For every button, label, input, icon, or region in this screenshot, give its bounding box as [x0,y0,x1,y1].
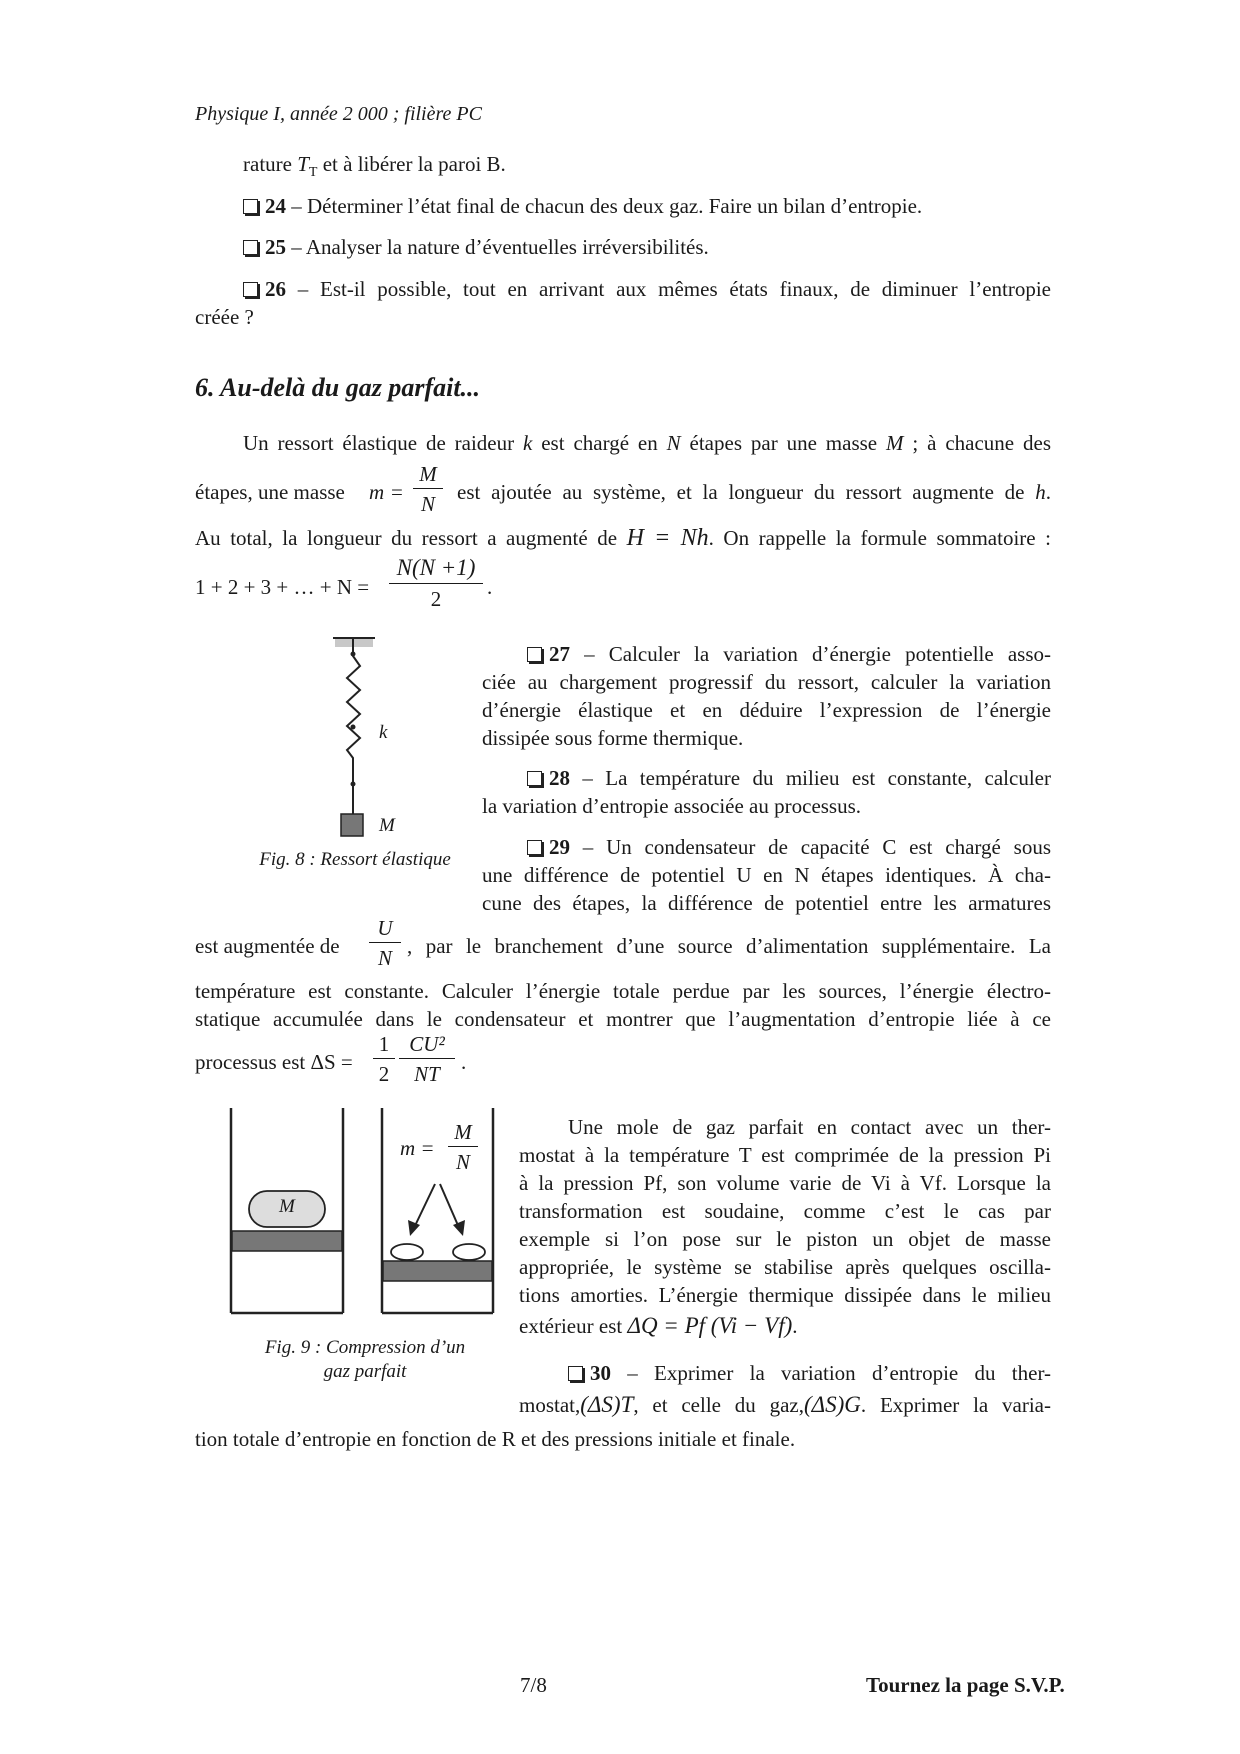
arrow-right [440,1184,460,1230]
question-25: 25 – Analyser la nature d’éventuelles irréversibilités. [243,233,709,261]
gas-line4: transformation est soudaine, comme c’est le cas par [519,1199,1051,1223]
turn-page-note: Tournez la page S.V.P. [866,1673,1065,1697]
checkbox-icon [527,771,542,786]
question-27-line1: 27 – Calculer la variation d’énergie potentielle asso- [527,640,1051,668]
fig9-mass-label: M [279,1196,295,1217]
gas-line3: à la pression Pf, son volume varie de Vi à Vf. Lorsque la [519,1171,1051,1195]
question-30-line3: tion totale d’entropie en fonction de R et des pressions initiale et finale. [195,1427,796,1451]
checkbox-icon [243,282,258,297]
entropy-formula: processus est ΔS = 1 2 CU² NT . [195,1032,467,1086]
fig9-caption-line1: Fig. 9 : Compression d’un [264,1337,466,1358]
fraction-m-over-n: M N [413,460,443,519]
checkbox-icon [568,1366,583,1381]
small-mass-right [453,1244,485,1260]
intro-line2: étapes, une masse m = M N est ajoutée au système, et la longueur du ressort augmente de h. [195,460,1051,524]
question-29-line5: température est constante. Calculer l’énergie totale perdue par les sources, l’énergie électro- [195,979,1051,1003]
intro-line3: Au total, la longueur du ressort a augmenté de H = Nh. On rappelle la formule sommatoire : [195,525,1051,551]
section-title: 6. Au-delà du gaz parfait... [195,373,481,402]
question-30-line1: 30 – Exprimer la variation d’entropie du ther- [568,1359,1051,1387]
gas-line6: appropriée, le système se stabilise après quelques oscilla- [519,1255,1051,1279]
fig8-caption: Fig. 8 : Ressort élastique [259,849,451,870]
page-header: Physique I, année 2 000 ; filière PC [195,103,482,125]
intro-line1: Un ressort élastique de raideur k est chargé en N étapes par une masse M ; à chacune des [243,431,1051,455]
question-29-line6: statique accumulée dans le condensateur et montrer que l’augmentation d’entropie liée à ce [195,1007,1051,1031]
mass-block [341,814,363,836]
spring-figure [300,630,420,845]
right-piston [383,1261,492,1281]
small-mass-left [391,1244,423,1260]
question-29-line4: est augmentée de U N , par le branchement d’une source d’alimentation supplémentaire. La [195,916,1051,970]
mass-label: M [379,815,395,836]
checkbox-icon [527,647,542,662]
gas-line7: tions amorties. L’énergie thermique dissipée dans le milieu [519,1283,1051,1307]
question-29-line1: 29 – Un condensateur de capacité C est chargé sous [527,833,1051,861]
gas-line1: Une mole de gaz parfait en contact avec un ther- [568,1115,1051,1139]
question-30-line2: mostat,(ΔS)T, et celle du gaz,(ΔS)G. Exprimer la varia- [519,1392,1051,1417]
gas-line5: exemple si l’on pose sur le piston un objet de masse [519,1227,1051,1251]
question-26-line1: 26 – Est-il possible, tout en arrivant aux mêmes états finaux, de diminuer l’entropie [243,275,1051,303]
gas-line2: mostat à la température T est comprimée de la pression Pi [519,1143,1051,1167]
question-28-line2: la variation d’entropie associée au processus. [482,794,862,818]
fig9-fraction: m = M N [400,1118,480,1178]
page-number: 7/8 [520,1673,547,1697]
question-27-line3: d’énergie élastique et en déduire l’expression de l’énergie [482,698,1051,722]
gas-line8: extérieur est ΔQ = Pf (Vi − Vf). [519,1313,798,1338]
question-26-line2: créée ? [195,305,254,329]
question-27-line2: ciée au chargement progressif du ressort, calculer la variation [482,670,1051,694]
summation-formula: 1 + 2 + 3 + … + N = N(N +1) 2 . [195,555,493,611]
spring-constant-label: k [379,722,388,743]
question-29-line3: cune des étapes, la différence de potentiel entre les armatures [482,891,1051,915]
checkbox-icon [243,240,258,255]
fig9-caption-line2: gaz parfait [323,1361,407,1382]
arrow-left [413,1184,435,1230]
checkbox-icon [243,199,258,214]
checkbox-icon [527,840,542,855]
left-piston [232,1231,342,1251]
question-28-line1: 28 – La température du milieu est constante, calculer [527,764,1051,792]
question-29-line2: une différence de potentiel U en N étapes identiques. À cha- [482,863,1051,887]
question-24: 24 – Déterminer l’état final de chacun des deux gaz. Faire un bilan d’entropie. [243,192,922,220]
question-27-line4: dissipée sous forme thermique. [482,726,744,750]
continuation-line: rature $T_T$ et à libérer la paroi B. [243,152,506,181]
